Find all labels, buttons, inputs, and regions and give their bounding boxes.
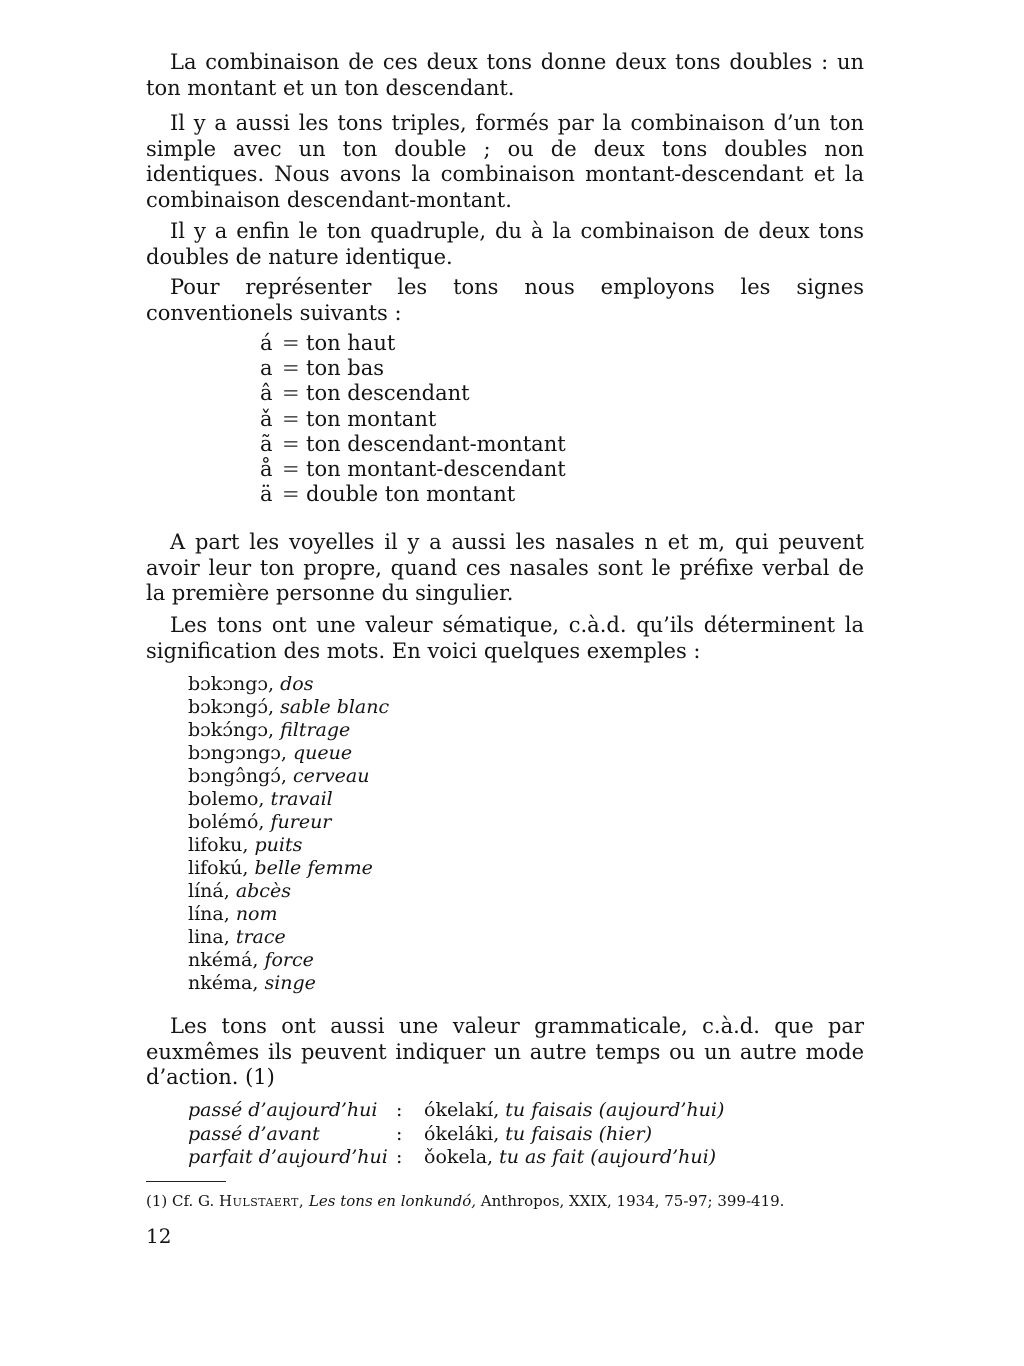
example-word: bolemo,: [188, 788, 265, 810]
verb-form: ókelakí,: [424, 1099, 500, 1121]
example-meaning: singe: [264, 972, 316, 994]
tone-meaning: ton descendant-montant: [306, 431, 566, 456]
tone-meaning: double ton montant: [306, 482, 516, 507]
examples-list: [188, 673, 389, 995]
example-meaning: travail: [270, 788, 333, 810]
tone-meaning: ton montant: [306, 406, 437, 431]
list-item: [188, 719, 389, 742]
tone-meaning: ton haut: [306, 331, 396, 355]
paragraph-text: Il y a enfin le ton quadruple, du à la combinaison de deux tons doubles de nature identique.: [146, 219, 864, 269]
paragraph-tons-doubles: [146, 50, 864, 101]
list-item: [188, 673, 389, 696]
equals-sign: =: [282, 356, 300, 381]
list-item: [188, 880, 389, 903]
page-number: 12: [146, 1224, 172, 1248]
tone-row: [260, 457, 566, 482]
tone-meaning: ton bas: [306, 356, 385, 381]
equals-sign: =: [282, 406, 300, 431]
verb-translation: tu faisais (aujourd’hui): [505, 1099, 725, 1121]
tone-meaning: ton descendant: [306, 381, 470, 406]
example-word: lifoku,: [188, 834, 249, 856]
colon-separator: :: [396, 1146, 403, 1168]
footnote-prefix: (1) Cf. G.: [146, 1192, 220, 1210]
verb-translation: tu faisais (hier): [505, 1122, 653, 1145]
footnote: [146, 1192, 784, 1211]
tone-row: [260, 331, 566, 356]
footnote-divider: [146, 1181, 226, 1182]
example-meaning: belle femme: [254, 857, 373, 879]
example-meaning: nom: [235, 903, 278, 925]
example-word: nkéma,: [188, 972, 259, 994]
list-item: [188, 834, 389, 857]
list-item: [188, 811, 389, 834]
paragraph-text: La combinaison de ces deux tons donne deux tons doubles : un ton montant et un ton descendant.: [146, 50, 864, 100]
example-meaning: dos: [280, 673, 314, 695]
tone-symbol: á: [260, 331, 273, 355]
equals-sign: =: [282, 457, 300, 482]
paragraph-text: Les tons ont aussi une valeur grammaticale, c.à.d. que par euxmêmes ils peuvent indiquer un autre temps ou un autre mode d’action. (1): [146, 1014, 864, 1089]
paragraph-valeur-grammaticale: [146, 1014, 864, 1091]
tone-row: [260, 482, 566, 507]
list-item: [188, 949, 389, 972]
equals-sign: =: [282, 381, 300, 406]
list-item: [188, 1099, 724, 1123]
tone-symbol: ã: [260, 431, 273, 456]
tense-label: parfait d’aujourd’hui: [188, 1146, 388, 1168]
list-item: [188, 788, 389, 811]
list-item: [188, 696, 389, 719]
paragraph-text: Pour représenter les tons nous employons les signes conventionels suivants :: [146, 275, 864, 325]
example-word: lina,: [188, 926, 230, 948]
example-word: lína,: [188, 903, 230, 925]
tone-symbol: a: [260, 356, 273, 381]
list-item: [188, 926, 389, 949]
paragraph-text: A part les voyelles il y a aussi les nasales n et m, qui peuvent avoir leur ton propre, quand ces nasales sont le préfixe verbal de la première personne du singulier.: [146, 530, 864, 605]
example-meaning: fureur: [270, 811, 332, 833]
tone-symbol: â: [260, 381, 273, 406]
tone-symbol: å: [260, 457, 273, 482]
example-meaning: filtrage: [280, 719, 351, 741]
example-word: lifokú,: [188, 857, 249, 879]
tense-label: passé d’aujourd’hui: [188, 1099, 378, 1121]
example-word: bɔkɔngɔ́,: [188, 696, 275, 718]
grammar-examples-list: [188, 1099, 724, 1170]
example-word: bɔngɔngɔ,: [188, 742, 287, 764]
list-item: [188, 765, 389, 788]
example-word: líná,: [188, 880, 230, 902]
example-meaning: cerveau: [292, 765, 370, 787]
colon-separator: :: [396, 1099, 403, 1121]
colon-separator: :: [396, 1122, 403, 1145]
list-item: [188, 972, 389, 995]
verb-form: ókeláki,: [424, 1122, 500, 1145]
tone-meaning: ton montant-descendant: [306, 457, 566, 482]
paragraph-nasales: [146, 530, 864, 607]
equals-sign: =: [282, 431, 300, 456]
list-item: [188, 903, 389, 926]
tone-row: [260, 356, 566, 381]
paragraph-text: Il y a aussi les tons triples, formés par la combinaison d’un ton simple avec un ton double ; ou de deux tons doubles non identiques. Nous avons la combinaison montant-descendant et la combinaison descendant-montant.: [146, 111, 864, 212]
tone-symbol: ǎ: [260, 406, 273, 431]
paragraph-valeur-sematique: [146, 613, 864, 664]
list-item: [188, 857, 389, 880]
example-word: bolémó,: [188, 811, 265, 833]
example-word: bɔkɔ́ngɔ,: [188, 719, 275, 741]
example-meaning: sable blanc: [280, 696, 390, 718]
footnote-author: Hulstaert,: [219, 1192, 305, 1210]
paragraph-ton-quadruple: [146, 219, 864, 270]
example-meaning: puits: [254, 834, 303, 856]
tone-symbol: ä: [260, 482, 273, 507]
verb-translation: tu as fait (aujourd’hui): [499, 1146, 717, 1168]
tone-signs-list: [260, 331, 566, 507]
example-meaning: queue: [292, 742, 353, 764]
tense-label: passé d’avant: [188, 1122, 320, 1145]
footnote-reference: Anthropos, XXIX, 1934, 75-97; 399-419.: [476, 1192, 785, 1210]
list-item: [188, 1146, 724, 1170]
example-word: nkémá,: [188, 949, 259, 971]
equals-sign: =: [282, 331, 300, 355]
list-item: [188, 742, 389, 765]
example-meaning: force: [264, 949, 314, 971]
tone-row: [260, 432, 566, 457]
paragraph-tons-triples: [146, 111, 864, 213]
equals-sign: =: [282, 482, 300, 507]
example-word: bɔkɔngɔ,: [188, 673, 275, 695]
example-meaning: abcès: [235, 880, 291, 902]
tone-row: [260, 407, 566, 432]
footnote-title: Les tons en lonkundó,: [308, 1192, 477, 1210]
list-item: [188, 1123, 724, 1147]
example-meaning: trace: [235, 926, 286, 948]
verb-form: ǒokela,: [424, 1146, 494, 1168]
paragraph-text: Les tons ont une valeur sématique, c.à.d. qu’ils déterminent la signification des mots. En voici quelques exemples :: [146, 613, 864, 663]
tone-row: [260, 381, 566, 406]
example-word: bɔngɔ̂ngɔ́,: [188, 765, 287, 787]
paragraph-signes: [146, 275, 864, 326]
